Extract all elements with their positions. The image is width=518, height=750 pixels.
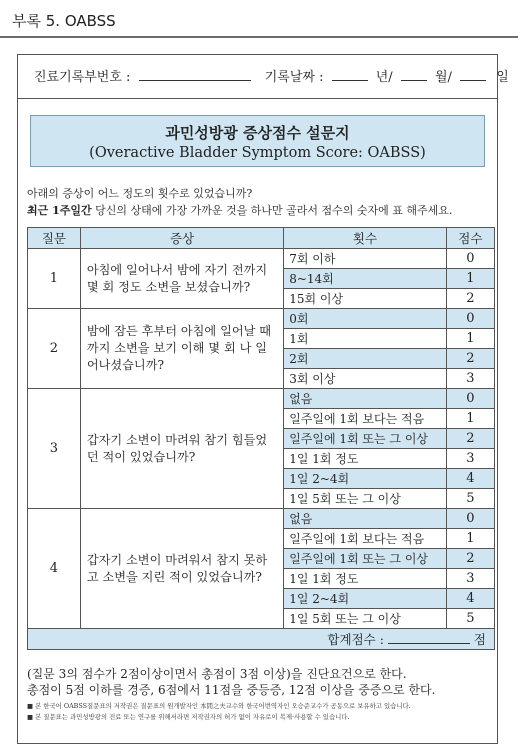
score-option[interactable]: 0 bbox=[446, 309, 494, 329]
title-english: (Overactive Bladder Symptom Score: OABSS) bbox=[89, 145, 426, 161]
score-option[interactable]: 4 bbox=[446, 589, 494, 609]
score-option[interactable]: 5 bbox=[446, 609, 494, 629]
score-option[interactable]: 3 bbox=[446, 569, 494, 589]
total-score-label: 합계점수 : bbox=[327, 632, 384, 647]
frequency-option: 일주일에 1회 또는 그 이상 bbox=[284, 429, 447, 449]
score-option[interactable]: 2 bbox=[446, 429, 494, 449]
instruction-line-1: 아래의 증상이 어느 정도의 횟수로 있었습니까? bbox=[27, 187, 253, 200]
score-option[interactable]: 3 bbox=[446, 369, 494, 389]
frequency-option: 0회 bbox=[284, 309, 447, 329]
table-row bbox=[28, 389, 495, 409]
question-number: 4 bbox=[28, 509, 81, 629]
day-field[interactable] bbox=[460, 68, 486, 81]
question-symptom: 갑자기 소변이 마려워서 참지 못하고 소변을 지린 적이 있었습니까? bbox=[80, 509, 283, 629]
frequency-option: 일주일에 1회 보다는 적음 bbox=[284, 409, 447, 429]
frequency-option: 2회 bbox=[284, 349, 447, 369]
diagnosis-criteria: (질문 3의 점수가 2점이상이면서 총점이 3점 이상)을 진단요건으로 한다. bbox=[27, 667, 407, 681]
frequency-option: 1일 1회 정도 bbox=[284, 569, 447, 589]
instruction-rest: 당신의 상태에 가장 가까운 것을 하나만 골라서 점수의 숫자에 표 해주세요. bbox=[91, 204, 453, 217]
frequency-option: 1회 bbox=[284, 329, 447, 349]
frequency-option: 8~14회 bbox=[284, 269, 447, 289]
symptom-score-table bbox=[27, 227, 495, 650]
table-row bbox=[28, 509, 495, 529]
question-symptom: 밤에 잠든 후부터 아침에 일어날 때까지 소변을 보기 이해 몇 회 나 일어나셨습니까? bbox=[80, 309, 283, 389]
frequency-option: 1일 5회 또는 그 이상 bbox=[284, 609, 447, 629]
instruction-line-2 bbox=[27, 202, 452, 218]
score-option[interactable]: 2 bbox=[446, 349, 494, 369]
copyright-note: ■ 본 한국어 OABSS질문표의 저작권은 질문표의 원개발자인 本間之夫교수와 한국어번역자인 오승준교수가 공동으로 보유하고 있습니다. bbox=[27, 702, 411, 710]
total-row bbox=[28, 629, 495, 650]
frequency-option: 15회 이상 bbox=[284, 289, 447, 309]
score-option[interactable]: 5 bbox=[446, 489, 494, 509]
score-option[interactable]: 0 bbox=[446, 509, 494, 529]
score-option[interactable]: 2 bbox=[446, 289, 494, 309]
question-symptom: 갑자기 소변이 마려워 참기 힘들었던 적이 있었습니까? bbox=[80, 389, 283, 509]
score-option[interactable]: 1 bbox=[446, 269, 494, 289]
record-id-label: 진료기록부번호 : bbox=[34, 70, 131, 85]
record-id-field[interactable] bbox=[139, 68, 251, 81]
score-option[interactable]: 0 bbox=[446, 249, 494, 269]
record-date-label: 기록날짜 : bbox=[264, 70, 324, 85]
severity-criteria: 총점이 5점 이하를 경증, 6점에서 11점을 중등증, 12점 이상을 중증으로 한다. bbox=[27, 683, 436, 697]
header-score: 점수 bbox=[446, 228, 494, 249]
score-option[interactable]: 3 bbox=[446, 449, 494, 469]
question-number: 1 bbox=[28, 249, 81, 309]
frequency-option: 3회 이상 bbox=[284, 369, 447, 389]
frequency-option: 일주일에 1회 또는 그 이상 bbox=[284, 549, 447, 569]
score-option[interactable]: 1 bbox=[446, 409, 494, 429]
questionnaire-title-box bbox=[30, 115, 485, 167]
frequency-option: 1일 1회 정도 bbox=[284, 449, 447, 469]
frequency-option: 1일 2~4회 bbox=[284, 589, 447, 609]
year-label: 년/ bbox=[375, 70, 393, 85]
frequency-option: 없음 bbox=[284, 509, 447, 529]
frequency-option: 1일 2~4회 bbox=[284, 469, 447, 489]
header-symptom: 증상 bbox=[80, 228, 283, 249]
score-option[interactable]: 1 bbox=[446, 529, 494, 549]
month-field[interactable] bbox=[401, 68, 427, 81]
score-option[interactable]: 1 bbox=[446, 329, 494, 349]
total-score-unit: 점 bbox=[473, 632, 486, 647]
header-divider bbox=[0, 36, 518, 38]
year-field[interactable] bbox=[332, 68, 368, 81]
record-divider bbox=[17, 98, 498, 99]
score-option[interactable]: 4 bbox=[446, 469, 494, 489]
question-symptom: 아침에 일어나서 밤에 자기 전까지 몇 회 정도 소변을 보셨습니까? bbox=[80, 249, 283, 309]
score-option[interactable]: 0 bbox=[446, 389, 494, 409]
total-score-cell bbox=[28, 629, 495, 650]
title-korean: 과민성방광 증상점수 설문지 bbox=[165, 124, 350, 142]
month-label: 월/ bbox=[434, 70, 452, 85]
question-number: 3 bbox=[28, 389, 81, 509]
table-row bbox=[28, 249, 495, 269]
total-score-field[interactable] bbox=[388, 631, 470, 644]
header-frequency: 횟수 bbox=[284, 228, 447, 249]
question-number: 2 bbox=[28, 309, 81, 389]
frequency-option: 없음 bbox=[284, 389, 447, 409]
appendix-title: 부록 5. OABSS bbox=[12, 12, 116, 30]
header-question: 질문 bbox=[28, 228, 81, 249]
day-label: 일 bbox=[496, 70, 509, 85]
record-info-row bbox=[34, 66, 509, 85]
table-header-row bbox=[28, 228, 495, 249]
frequency-option: 일주일에 1회 보다는 적음 bbox=[284, 529, 447, 549]
table-row bbox=[28, 309, 495, 329]
usage-note: ■ 본 질문표는 과민성방광의 진료 또는 연구를 위해서라면 저작권자의 허가 없이 자유로이 복제·사용할 수 있습니다. bbox=[27, 713, 350, 721]
instruction-period: 최근 1주일간 bbox=[27, 204, 92, 217]
frequency-option: 7회 이하 bbox=[284, 249, 447, 269]
frequency-option: 1일 5회 또는 그 이상 bbox=[284, 489, 447, 509]
score-option[interactable]: 2 bbox=[446, 549, 494, 569]
